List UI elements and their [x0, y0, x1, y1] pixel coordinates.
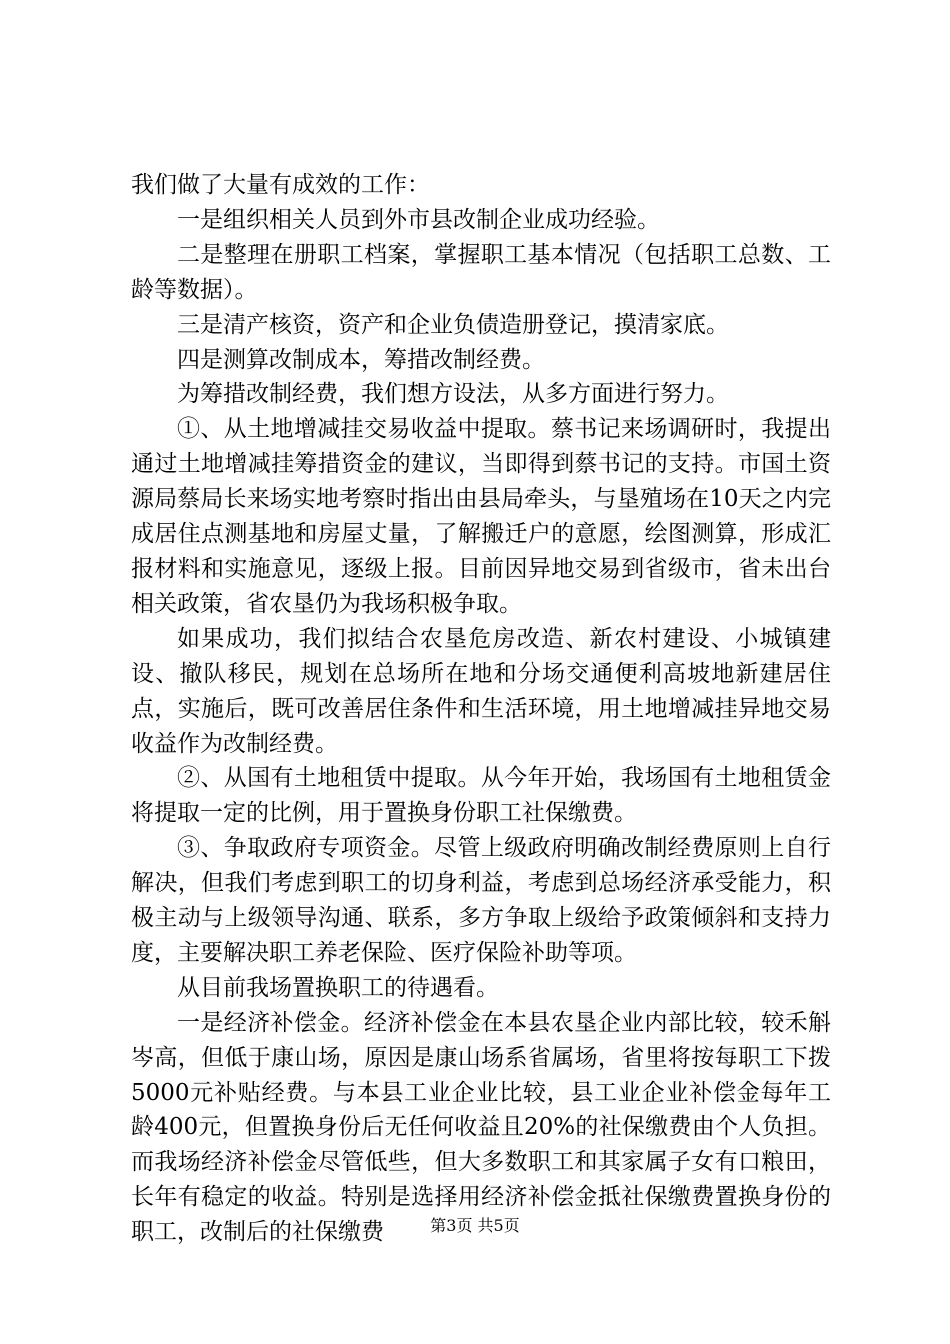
document-body — [131, 168, 831, 1250]
paragraph: ②、从国有土地租赁中提取。从今年开始，我场国有土地租赁金将提取一定的比例，用于置换身份职工社保缴费。 — [131, 765, 831, 827]
paragraph: 为筹措改制经费，我们想方设法，从多方面进行努力。 — [177, 381, 729, 408]
paragraph: 二是整理在册职工档案，掌握职工基本情况（包括职工总数、工龄等数据）。 — [131, 241, 831, 303]
paragraph: ③、争取政府专项资金。尽管上级政府明确改制经费原则上自行解决，但我们考虑到职工的切身利益，考虑到总场经济承受能力，积极主动与上级领导沟通、联系，多方争取上级给予政策倾斜和支持力度，主要解决职工养老保险、医疗保险补助等项。 — [131, 835, 831, 966]
paragraph: 从目前我场置换职工的待遇看。 — [177, 974, 499, 1001]
paragraph: 一是组织相关人员到外市县改制企业成功经验。 — [177, 206, 660, 233]
page-footer — [0, 1216, 950, 1236]
paragraph: 我们做了大量有成效的工作： — [131, 172, 430, 198]
paragraph: 三是清产核资，资产和企业负债造册登记，摸清家底。 — [177, 311, 729, 338]
paragraph: ①、从土地增减挂交易收益中提取。蔡书记来场调研时，我提出通过土地增减挂筹措资金的建议，当即得到蔡书记的支持。市国土资源局蔡局长来场实地考察时指出由县局牵头，与垦殖场在10天之内完成居住点测基地和房屋丈量，了解搬迁户的意愿，绘图测算，形成汇报材料和实施意见，逐级上报。目前因异地交易到省级市，省未出台相关政策，省农垦仍为我场积极争取。 — [131, 416, 831, 617]
page-number-label: 第3页 共5页 — [430, 1216, 520, 1235]
paragraph: 四是测算改制成本，筹措改制经费。 — [177, 346, 545, 373]
paragraph: 如果成功，我们拟结合农垦危房改造、新农村建设、小城镇建设、撤队移民，规划在总场所在地和分场交通便利高坡地新建居住点，实施后，既可改善居住条件和生活环境，用土地增减挂异地交易收益作为改制经费。 — [131, 625, 831, 757]
paragraph: 一是经济补偿金。经济补偿金在本县农垦企业内部比较，较禾斛岑高，但低于康山场，原因是康山场系省属场，省里将按每职工下拨5000元补贴经费。与本县工业企业比较，县工业企业补偿金每年工龄400元，但置换身份后无任何收益且20%的社保缴费由个人负担。而我场经济补偿金尽管低些，但大多数职工和其家属子女有口粮田，长年有稳定的收益。特别是选择用经济补偿金抵社保缴费置换身份的职工，改制后的社保缴费 — [131, 1009, 831, 1246]
